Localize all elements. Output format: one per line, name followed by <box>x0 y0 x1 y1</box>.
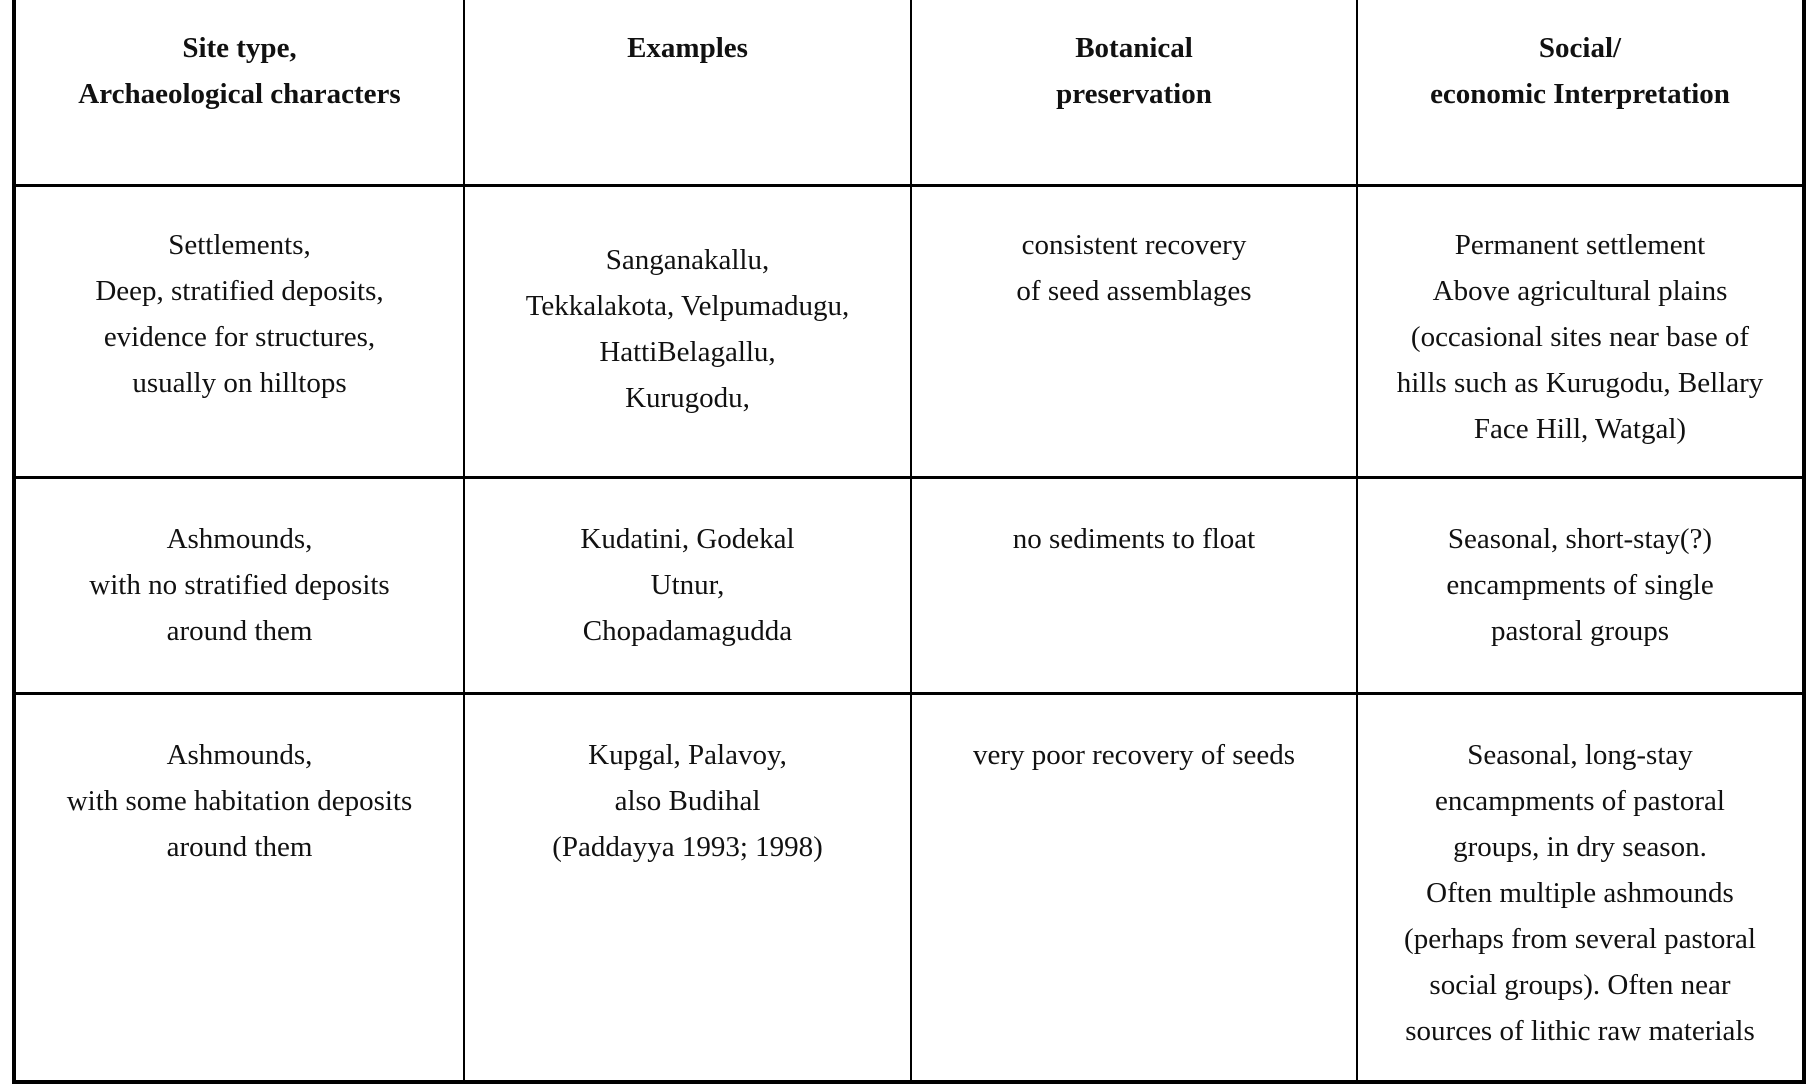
row3-site-type: Ashmounds, with some habitation deposits around them <box>66 739 413 863</box>
row1-botanical: consistent recovery of seed assemblages <box>1016 229 1252 307</box>
row-divider <box>12 476 1806 479</box>
row2-interpretation: Seasonal, short-stay(?) encampments of single pastoral groups <box>1446 523 1714 647</box>
row2-botanical: no sediments to float <box>1012 523 1256 555</box>
row-divider <box>12 184 1806 187</box>
header-site-type: Site type, Archaeological characters <box>78 32 401 110</box>
row1-site-type: Settlements, Deep, stratified deposits, evidence for structures, usually on hilltops <box>95 229 384 399</box>
header-botanical-preservation: Botanical preservation <box>1056 32 1212 110</box>
row2-site-type: Ashmounds, with no stratified deposits around them <box>89 523 390 647</box>
row1-examples: Sanganakallu, Tekkalakota, Velpumadugu, HattiBelagallu, Kurugodu, <box>525 244 850 414</box>
row3-botanical: very poor recovery of seeds <box>972 739 1296 771</box>
header-examples: Examples <box>627 32 748 64</box>
row1-interpretation: Permanent settlement Above agricultural plains (occasional sites near base of hills such as Kurugodu, Bellary Face Hill, Watgal) <box>1396 229 1764 445</box>
header-interpretation: Social/ economic Interpretation <box>1430 32 1730 110</box>
row3-interpretation: Seasonal, long-stay encampments of pastoral groups, in dry season. Often multiple ashmounds (perhaps from several pastoral social groups). Often near sources of lithic raw materials <box>1404 739 1756 1047</box>
row3-examples: Kupgal, Palavoy, also Budihal (Paddayya 1993; 1998) <box>552 739 823 863</box>
row2-examples: Kudatini, Godekal Utnur, Chopadamagudda <box>580 523 795 647</box>
row-divider <box>12 692 1806 695</box>
